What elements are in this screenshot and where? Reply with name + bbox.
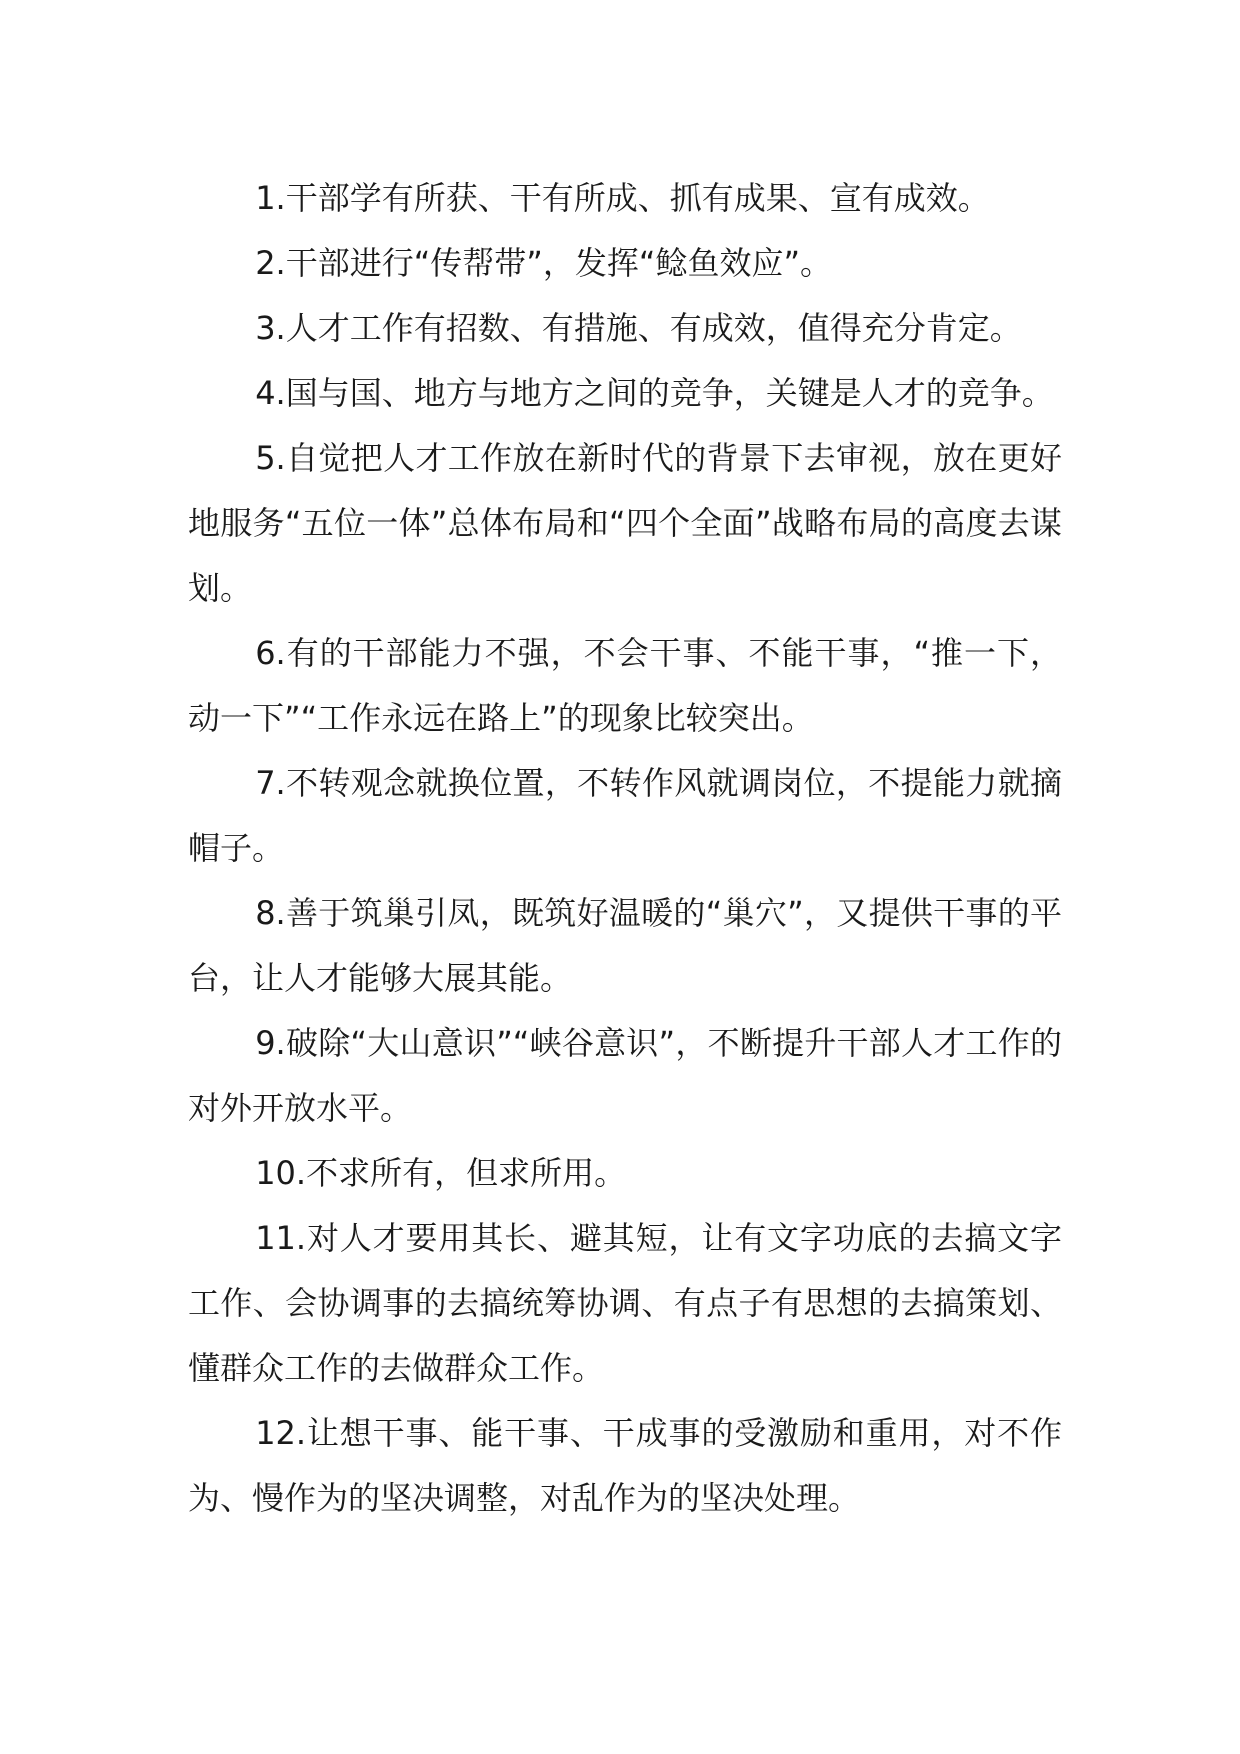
- document-body: [188, 166, 1062, 1531]
- paragraph-8: 8.善于筑巢引凤，既筑好温暖的“巢穴”，又提供干事的平台，让人才能够大展其能。: [188, 894, 1062, 997]
- paragraph-11: 11.对人才要用其长、避其短，让有文字功底的去搞文字工作、会协调事的去搞统筹协调、有点子有思想的去搞策划、懂群众工作的去做群众工作。: [188, 1219, 1062, 1387]
- paragraph-4: 4.国与国、地方与地方之间的竞争，关键是人才的竞争。: [255, 374, 1054, 412]
- paragraph-1: 1.干部学有所获、干有所成、抓有成果、宣有成效。: [255, 179, 990, 217]
- paragraph-9: 9.破除“大山意识”“峡谷意识”，不断提升干部人才工作的对外开放水平。: [188, 1024, 1062, 1127]
- paragraph-2: 2.干部进行“传帮带”，发挥“鲶鱼效应”。: [255, 244, 833, 282]
- paragraph-7: 7.不转观念就换位置，不转作风就调岗位，不提能力就摘帽子。: [188, 764, 1062, 867]
- paragraph-3: 3.人才工作有招数、有措施、有成效，值得充分肯定。: [255, 309, 1022, 347]
- paragraph-6: 6.有的干部能力不强，不会干事、不能干事，“推一下，动一下”“工作永远在路上”的现象比较突出。: [188, 634, 1062, 737]
- paragraph-5: 5.自觉把人才工作放在新时代的背景下去审视，放在更好地服务“五位一体”总体布局和“四个全面”战略布局的高度去谋划。: [188, 439, 1062, 607]
- paragraph-12: 12.让想干事、能干事、干成事的受激励和重用，对不作为、慢作为的坚决调整，对乱作为的坚决处理。: [188, 1414, 1062, 1517]
- paragraph-10: 10.不求所有，但求所用。: [255, 1154, 627, 1192]
